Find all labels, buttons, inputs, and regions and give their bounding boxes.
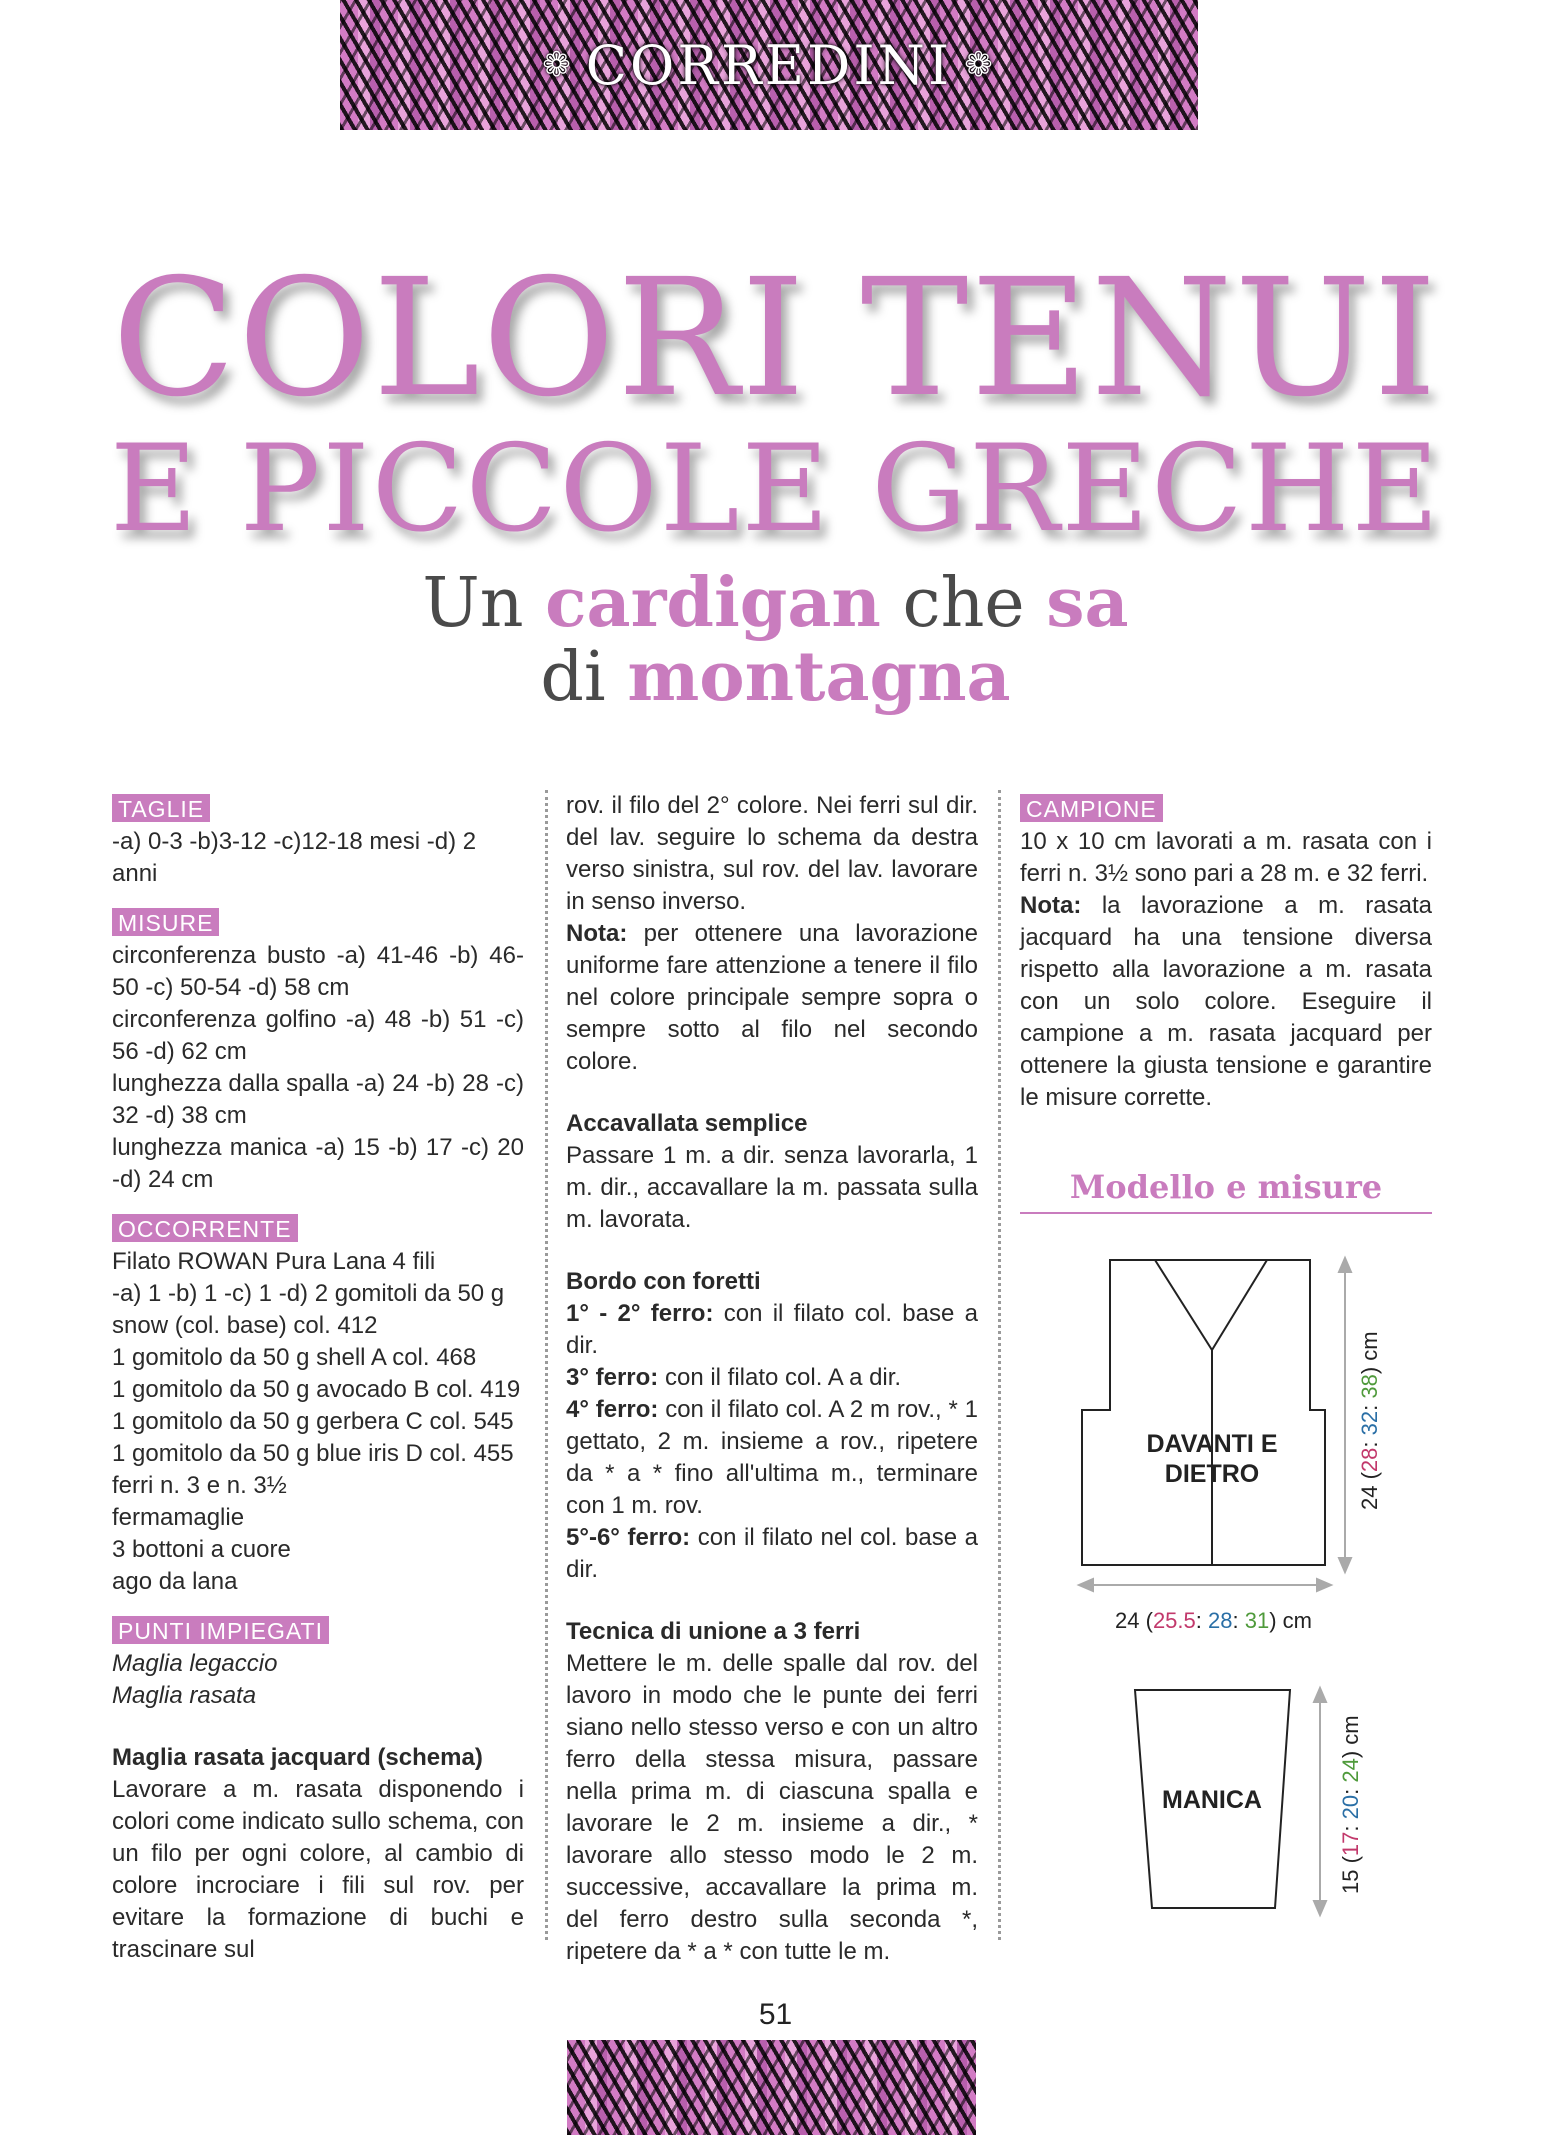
- subtitle-line-1: [0, 563, 1551, 643]
- bordo-row: [566, 1298, 978, 1362]
- accavallata-text: Passare 1 m. a dir. senza lavorarla, 1 m. dir., accavallare la m. passata sulla m. lavorata.: [566, 1142, 978, 1233]
- sleeve-label: MANICA: [1162, 1786, 1262, 1814]
- section-header-campione: CAMPIONE: [1020, 794, 1163, 822]
- bordo-row: [566, 1522, 978, 1586]
- bordo-row-label: 4° ferro:: [566, 1396, 659, 1423]
- width-measure: 24 (25.5: 28: 31) cm: [1115, 1608, 1312, 1633]
- bordo-row-text: con il filato col. base a dir.: [566, 1300, 978, 1359]
- taglie-text: -a) 0-3 -b)3-12 -c)12-18 mesi -d) 2 anni: [112, 828, 477, 887]
- subtitle-word: montagna: [627, 637, 1011, 717]
- flower-icon: ❁: [964, 45, 996, 85]
- neckline: [1155, 1260, 1267, 1350]
- nota-label: Nota:: [566, 920, 628, 947]
- body-outline: [1082, 1260, 1325, 1565]
- schematic-diagram: [1020, 1240, 1440, 1940]
- brand-title: [542, 34, 996, 97]
- subtitle-word: di: [540, 638, 606, 717]
- punto-item: Maglia rasata: [112, 1682, 257, 1709]
- occorrente-line: 1 gomitolo da 50 g shell A col. 468: [112, 1344, 477, 1371]
- punto-item: Maglia legaccio: [112, 1650, 278, 1677]
- title-line-1: COLORI TENUI: [111, 245, 1440, 433]
- occorrente-line: ferri n. 3 e n. 3½: [112, 1472, 287, 1499]
- nota-paragraph: [566, 918, 978, 1078]
- section-header-punti: PUNTI IMPIEGATI: [112, 1616, 329, 1644]
- jacquard-text: Lavorare a m. rasata disponendo i colori come indicato sullo schema, con un filo per ogni colore, al cambio di colore incrociare i fili sul rov. per evitare la formazione di buchi e trascinare sul: [112, 1776, 524, 1963]
- footer-banner: [567, 2040, 976, 2135]
- model-title: Modello e misure: [1020, 1168, 1432, 1214]
- nota-text: per ottenere una lavorazione uniforme fare attenzione a tenere il filo nel colore principale sempre sopra o sempre sotto al filo nel secondo colore.: [566, 920, 978, 1075]
- header-banner: [340, 0, 1198, 130]
- occorrente-line: 1 gomitolo da 50 g avocado B col. 419: [112, 1376, 521, 1403]
- height-measure: 24 (28: 32: 38) cm: [1357, 1331, 1382, 1510]
- occorrente-line: 1 gomitolo da 50 g blue iris D col. 455: [112, 1440, 514, 1467]
- bordo-row: [566, 1394, 978, 1522]
- tecnica-text: Mettere le m. delle spalle dal rov. del lavoro in modo che le punte dei ferri siano nello stesso verso e con un altro ferro della stessa misura, passare nella prima m. di ciascuna spalla e lavorare le 2 m. insieme a dir., * lavorare allo stesso modo le 2 m. successive, accavallare la prima m. del ferro destro sulla seconda *, ripetere da * a * con tutte le m.: [566, 1650, 978, 1965]
- section-header-misure: MISURE: [112, 908, 219, 936]
- sleeve-measure: 15 (17: 20: 24) cm: [1338, 1715, 1363, 1894]
- bordo-row-label: 5°-6° ferro:: [566, 1524, 691, 1551]
- occorrente-line: 3 bottoni a cuore: [112, 1536, 291, 1563]
- jacquard-continued: rov. il filo del 2° colore. Nei ferri sul dir. del lav. seguire lo schema da destra verso sinistra, sul rov. del lav. lavorare in senso inverso.: [566, 792, 978, 915]
- column-divider: [545, 790, 548, 1940]
- misure-line: circonferenza golfino -a) 48 -b) 51 -c) 56 -d) 62 cm: [112, 1006, 524, 1065]
- campione-nota: [1020, 890, 1432, 1114]
- bordo-row-label: 3° ferro:: [566, 1364, 659, 1391]
- jacquard-heading-text: Maglia rasata jacquard (schema): [112, 1744, 483, 1771]
- misure-line: lunghezza dalla spalla -a) 24 -b) 28 -c) 32 -d) 38 cm: [112, 1070, 524, 1129]
- subtitle-word: sa: [1046, 563, 1129, 643]
- section-header-taglie: TAGLIE: [112, 794, 210, 822]
- column-divider: [998, 790, 1001, 1940]
- occorrente-line: 1 gomitolo da 50 g gerbera C col. 545: [112, 1408, 514, 1435]
- misure-line: lunghezza manica -a) 15 -b) 17 -c) 20 -d) 24 cm: [112, 1134, 524, 1193]
- flower-icon: ❁: [542, 45, 574, 85]
- bordo-row-text: con il filato col. A a dir.: [664, 1364, 902, 1391]
- nota-text: la lavorazione a m. rasata jacquard ha una tensione diversa rispetto alla lavorazione a m. rasata con un solo colore. Eseguire il campione a m. rasata jacquard per ottenere la giusta tensione e garantire le misure corrette.: [1020, 892, 1432, 1111]
- occorrente-line: Filato ROWAN Pura Lana 4 fili: [112, 1248, 436, 1275]
- bordo-row: [566, 1362, 978, 1394]
- section-header-occorrente: OCCORRENTE: [112, 1214, 298, 1242]
- brand-text: CORREDINI: [585, 33, 953, 97]
- body-label-line-2: DIETRO: [1164, 1460, 1260, 1488]
- campione-text: 10 x 10 cm lavorati a m. rasata con i ferri n. 3½ sono pari a 28 m. e 32 ferri.: [1020, 828, 1432, 887]
- nota-label: Nota:: [1020, 892, 1082, 919]
- subtitle-word: che: [902, 564, 1025, 643]
- misure-line: circonferenza busto -a) 41-46 -b) 46-50 -c) 50-54 -d) 58 cm: [112, 942, 524, 1001]
- title-line-2: E PICCOLE GRECHE: [109, 420, 1442, 559]
- occorrente-line: ago da lana: [112, 1568, 238, 1595]
- accavallata-heading: Accavallata semplice: [566, 1110, 808, 1137]
- column-2: [566, 790, 978, 1968]
- bordo-row-label: 1° - 2° ferro:: [566, 1300, 714, 1327]
- column-3: [1020, 790, 1432, 1114]
- bordo-row-text: con il filato nel col. base a dir.: [566, 1524, 978, 1583]
- column-1: [112, 790, 524, 1966]
- bordo-heading: Bordo con foretti: [566, 1268, 761, 1295]
- occorrente-line: fermamaglie: [112, 1504, 245, 1531]
- subtitle-word: cardigan: [545, 563, 881, 643]
- body-label-line-1: DAVANTI E: [1146, 1430, 1278, 1458]
- subtitle-line-2: [0, 637, 1551, 717]
- occorrente-line: -a) 1 -b) 1 -c) 1 -d) 2 gomitoli da 50 g snow (col. base) col. 412: [112, 1280, 505, 1339]
- subtitle-word: Un: [422, 564, 524, 643]
- bordo-row-text: con il filato col. A 2 m rov., * 1 gettato, 2 m. insieme a rov., ripetere da * a * fino all'ultima m., terminare con 1 m. rov.: [566, 1396, 978, 1519]
- tecnica-heading: Tecnica di unione a 3 ferri: [566, 1618, 861, 1645]
- page-number: 51: [758, 1998, 793, 2031]
- jacquard-heading: [112, 1742, 524, 1774]
